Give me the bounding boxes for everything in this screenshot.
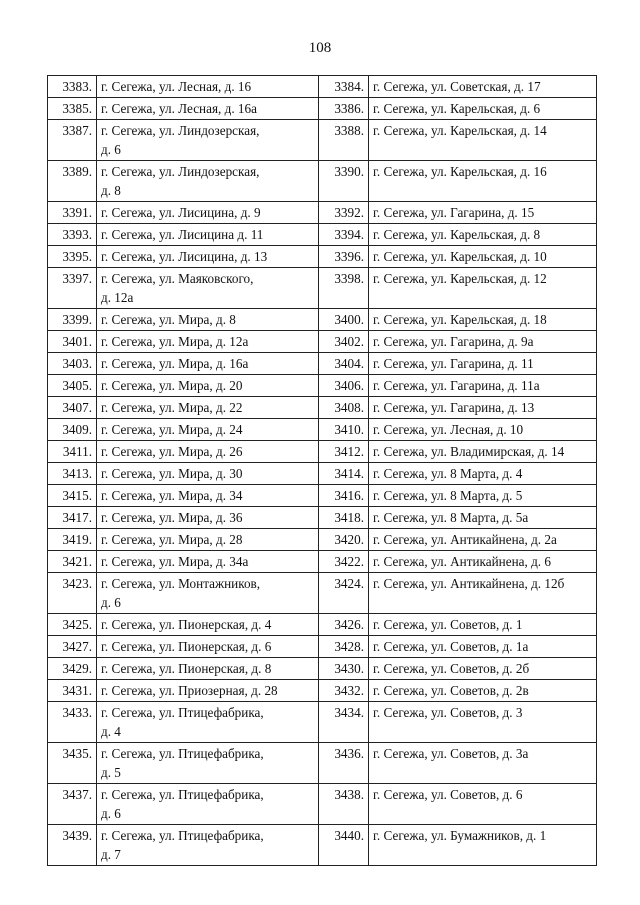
address-left: г. Сегежа, ул. Мира, д. 12а	[97, 331, 319, 353]
address-right: г. Сегежа, ул. Советов, д. 3а	[369, 743, 597, 784]
row-number-left: 3419.	[48, 529, 97, 551]
row-number-left: 3431.	[48, 680, 97, 702]
row-number-right: 3424.	[319, 573, 369, 614]
row-number-right: 3398.	[319, 268, 369, 309]
table-row	[48, 573, 597, 614]
row-number-right: 3430.	[319, 658, 369, 680]
table-row	[48, 353, 597, 375]
table-row	[48, 331, 597, 353]
page-number: 108	[308, 40, 332, 56]
address-left: г. Сегежа, ул. Мира, д. 34	[97, 485, 319, 507]
address-left: г. Сегежа, ул. Лисицина, д. 13	[97, 246, 319, 268]
table-row	[48, 375, 597, 397]
address-right: г. Сегежа, ул. 8 Марта, д. 5	[369, 485, 597, 507]
row-number-left: 3411.	[48, 441, 97, 463]
row-number-right: 3436.	[319, 743, 369, 784]
address-right: г. Сегежа, ул. Гагарина, д. 11	[369, 353, 597, 375]
address-left: г. Сегежа, ул. Приозерная, д. 28	[97, 680, 319, 702]
address-left: г. Сегежа, ул. Монтажников, д. 6	[97, 573, 319, 614]
address-left: г. Сегежа, ул. Мира, д. 24	[97, 419, 319, 441]
table-row	[48, 529, 597, 551]
address-right: г. Сегежа, ул. Гагарина, д. 15	[369, 202, 597, 224]
table-row	[48, 743, 597, 784]
table-row	[48, 463, 597, 485]
table-row	[48, 680, 597, 702]
table-row	[48, 419, 597, 441]
address-left: г. Сегежа, ул. Лисицина, д. 9	[97, 202, 319, 224]
row-number-left: 3395.	[48, 246, 97, 268]
row-number-right: 3408.	[319, 397, 369, 419]
address-left: г. Сегежа, ул. Пионерская, д. 4	[97, 614, 319, 636]
row-number-right: 3386.	[319, 98, 369, 120]
table-row	[48, 98, 597, 120]
address-right: г. Сегежа, ул. Советов, д. 3	[369, 702, 597, 743]
address-right: г. Сегежа, ул. Владимирская, д. 14	[369, 441, 597, 463]
address-left: г. Сегежа, ул. Птицефабрика, д. 5	[97, 743, 319, 784]
row-number-left: 3383.	[48, 76, 97, 98]
address-right: г. Сегежа, ул. Советов, д. 6	[369, 784, 597, 825]
row-number-right: 3416.	[319, 485, 369, 507]
row-number-left: 3387.	[48, 120, 97, 161]
row-number-left: 3407.	[48, 397, 97, 419]
row-number-right: 3404.	[319, 353, 369, 375]
address-right: г. Сегежа, ул. Антикайнена, д. 2а	[369, 529, 597, 551]
address-left: г. Сегежа, ул. Мира, д. 30	[97, 463, 319, 485]
address-left: г. Сегежа, ул. Птицефабрика, д. 7	[97, 825, 319, 866]
table-row	[48, 76, 597, 98]
row-number-left: 3393.	[48, 224, 97, 246]
address-left: г. Сегежа, ул. Пионерская, д. 6	[97, 636, 319, 658]
row-number-left: 3385.	[48, 98, 97, 120]
table-row	[48, 309, 597, 331]
row-number-right: 3400.	[319, 309, 369, 331]
row-number-left: 3401.	[48, 331, 97, 353]
address-right: г. Сегежа, ул. Советов, д. 2б	[369, 658, 597, 680]
address-left: г. Сегежа, ул. Маяковского, д. 12а	[97, 268, 319, 309]
table-row	[48, 120, 597, 161]
row-number-right: 3414.	[319, 463, 369, 485]
table-row	[48, 161, 597, 202]
address-right: г. Сегежа, ул. Советов, д. 1	[369, 614, 597, 636]
table-row	[48, 224, 597, 246]
table-row	[48, 397, 597, 419]
address-right: г. Сегежа, ул. Карельская, д. 8	[369, 224, 597, 246]
row-number-left: 3403.	[48, 353, 97, 375]
table-row	[48, 246, 597, 268]
table-row	[48, 507, 597, 529]
row-number-left: 3391.	[48, 202, 97, 224]
table-row	[48, 551, 597, 573]
address-left: г. Сегежа, ул. Мира, д. 16а	[97, 353, 319, 375]
address-left: г. Сегежа, ул. Линдозерская, д. 6	[97, 120, 319, 161]
row-number-left: 3425.	[48, 614, 97, 636]
address-left: г. Сегежа, ул. Мира, д. 26	[97, 441, 319, 463]
row-number-right: 3418.	[319, 507, 369, 529]
table-row	[48, 485, 597, 507]
address-left: г. Сегежа, ул. Птицефабрика, д. 6	[97, 784, 319, 825]
address-table-body	[48, 76, 597, 866]
address-right: г. Сегежа, ул. Карельская, д. 10	[369, 246, 597, 268]
row-number-right: 3432.	[319, 680, 369, 702]
row-number-right: 3428.	[319, 636, 369, 658]
address-left: г. Сегежа, ул. Пионерская, д. 8	[97, 658, 319, 680]
address-right: г. Сегежа, ул. Антикайнена, д. 12б	[369, 573, 597, 614]
table-row	[48, 268, 597, 309]
table-row	[48, 784, 597, 825]
table-row	[48, 614, 597, 636]
address-left: г. Сегежа, ул. Мира, д. 22	[97, 397, 319, 419]
row-number-left: 3409.	[48, 419, 97, 441]
address-right: г. Сегежа, ул. Карельская, д. 16	[369, 161, 597, 202]
row-number-left: 3437.	[48, 784, 97, 825]
address-right: г. Сегежа, ул. Гагарина, д. 13	[369, 397, 597, 419]
row-number-left: 3427.	[48, 636, 97, 658]
address-right: г. Сегежа, ул. Лесная, д. 10	[369, 419, 597, 441]
table-row	[48, 202, 597, 224]
row-number-left: 3417.	[48, 507, 97, 529]
address-table	[47, 75, 597, 866]
table-row	[48, 658, 597, 680]
row-number-left: 3413.	[48, 463, 97, 485]
address-right: г. Сегежа, ул. Гагарина, д. 9а	[369, 331, 597, 353]
table-row	[48, 441, 597, 463]
address-right: г. Сегежа, ул. Карельская, д. 18	[369, 309, 597, 331]
address-left: г. Сегежа, ул. Мира, д. 36	[97, 507, 319, 529]
address-right: г. Сегежа, ул. Гагарина, д. 11а	[369, 375, 597, 397]
address-left: г. Сегежа, ул. Линдозерская, д. 8	[97, 161, 319, 202]
row-number-right: 3434.	[319, 702, 369, 743]
row-number-right: 3390.	[319, 161, 369, 202]
address-right: г. Сегежа, ул. Бумажников, д. 1	[369, 825, 597, 866]
row-number-left: 3421.	[48, 551, 97, 573]
row-number-left: 3429.	[48, 658, 97, 680]
address-left: г. Сегежа, ул. Мира, д. 8	[97, 309, 319, 331]
address-left: г. Сегежа, ул. Лисицина д. 11	[97, 224, 319, 246]
table-row	[48, 636, 597, 658]
row-number-left: 3423.	[48, 573, 97, 614]
row-number-right: 3410.	[319, 419, 369, 441]
row-number-right: 3426.	[319, 614, 369, 636]
row-number-left: 3389.	[48, 161, 97, 202]
address-right: г. Сегежа, ул. Карельская, д. 12	[369, 268, 597, 309]
row-number-right: 3394.	[319, 224, 369, 246]
address-left: г. Сегежа, ул. Лесная, д. 16а	[97, 98, 319, 120]
address-right: г. Сегежа, ул. Советская, д. 17	[369, 76, 597, 98]
address-right: г. Сегежа, ул. Карельская, д. 6	[369, 98, 597, 120]
table-row	[48, 825, 597, 866]
row-number-right: 3412.	[319, 441, 369, 463]
address-right: г. Сегежа, ул. Советов, д. 2в	[369, 680, 597, 702]
address-left: г. Сегежа, ул. Лесная, д. 16	[97, 76, 319, 98]
row-number-left: 3399.	[48, 309, 97, 331]
row-number-right: 3420.	[319, 529, 369, 551]
row-number-right: 3406.	[319, 375, 369, 397]
row-number-left: 3435.	[48, 743, 97, 784]
address-left: г. Сегежа, ул. Мира, д. 34а	[97, 551, 319, 573]
row-number-right: 3388.	[319, 120, 369, 161]
address-left: г. Сегежа, ул. Птицефабрика, д. 4	[97, 702, 319, 743]
address-left: г. Сегежа, ул. Мира, д. 20	[97, 375, 319, 397]
row-number-right: 3402.	[319, 331, 369, 353]
row-number-right: 3438.	[319, 784, 369, 825]
address-left: г. Сегежа, ул. Мира, д. 28	[97, 529, 319, 551]
row-number-left: 3415.	[48, 485, 97, 507]
row-number-right: 3396.	[319, 246, 369, 268]
row-number-left: 3433.	[48, 702, 97, 743]
row-number-left: 3405.	[48, 375, 97, 397]
address-right: г. Сегежа, ул. 8 Марта, д. 5а	[369, 507, 597, 529]
row-number-left: 3439.	[48, 825, 97, 866]
address-right: г. Сегежа, ул. Антикайнена, д. 6	[369, 551, 597, 573]
address-right: г. Сегежа, ул. 8 Марта, д. 4	[369, 463, 597, 485]
row-number-right: 3384.	[319, 76, 369, 98]
address-right: г. Сегежа, ул. Советов, д. 1а	[369, 636, 597, 658]
row-number-right: 3440.	[319, 825, 369, 866]
address-right: г. Сегежа, ул. Карельская, д. 14	[369, 120, 597, 161]
row-number-left: 3397.	[48, 268, 97, 309]
row-number-right: 3422.	[319, 551, 369, 573]
table-row	[48, 702, 597, 743]
row-number-right: 3392.	[319, 202, 369, 224]
